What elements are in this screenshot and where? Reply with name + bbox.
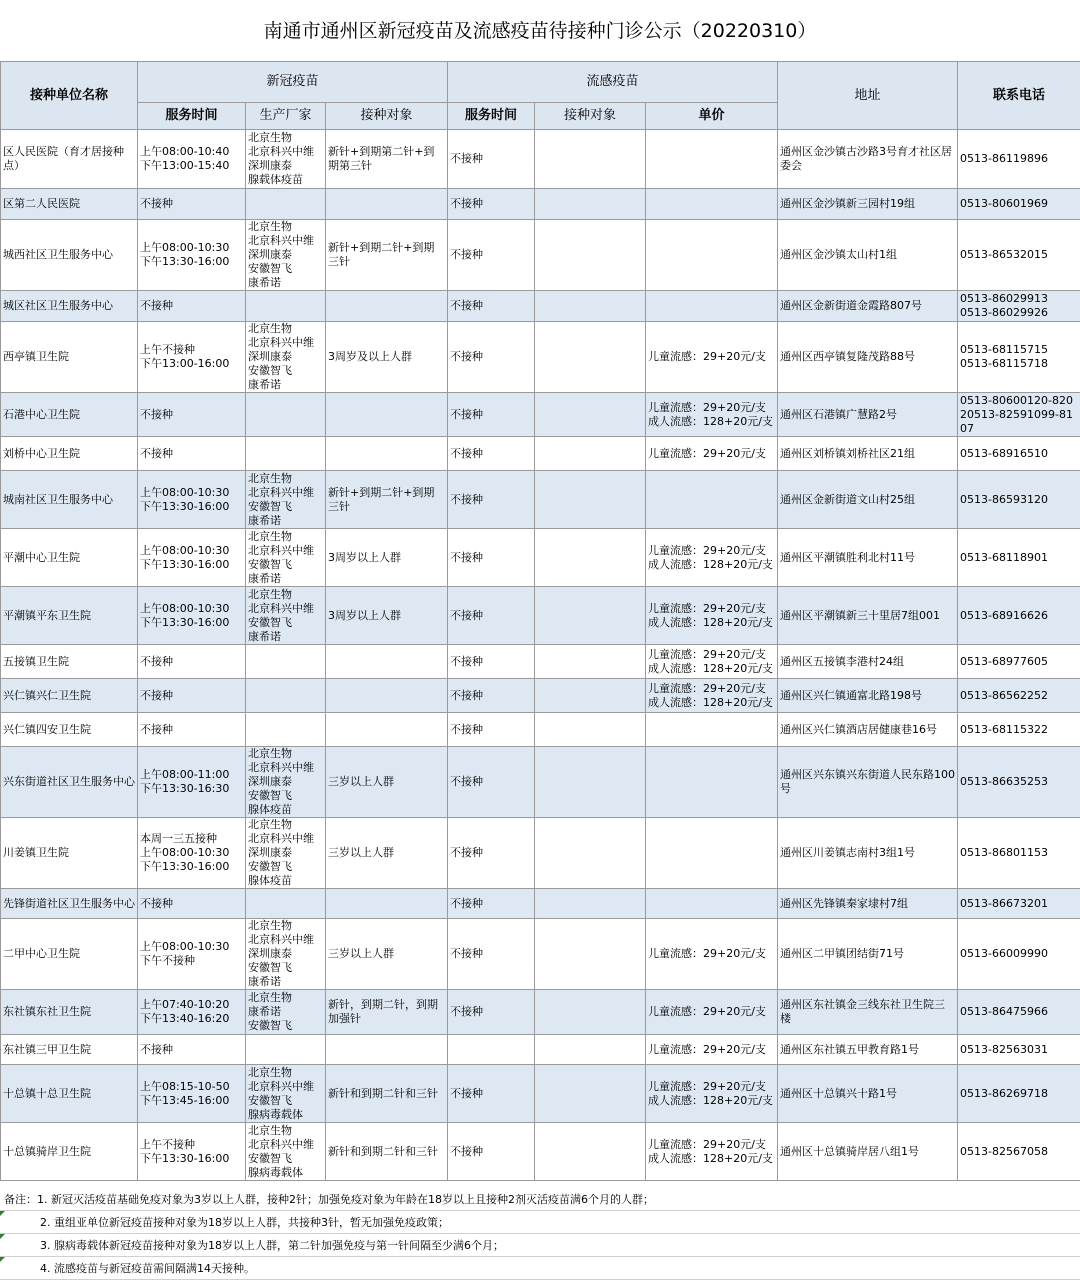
notes-section xyxy=(0,1188,1080,1280)
covid-target-cell: 三岁以上人群 xyxy=(326,747,448,818)
header-flu-time: 服务时间 xyxy=(448,103,535,130)
address-cell: 通州区石港镇广慧路2号 xyxy=(778,393,958,437)
covid-target-cell xyxy=(326,679,448,713)
covid-manufacturer-cell xyxy=(246,291,326,322)
address-cell: 通州区十总镇骑岸居八组1号 xyxy=(778,1123,958,1181)
header-unit: 接种单位名称 xyxy=(1,62,138,130)
covid-manufacturer-cell xyxy=(246,645,326,679)
covid-target-cell xyxy=(326,393,448,437)
address-cell: 通州区十总镇兴十路1号 xyxy=(778,1065,958,1123)
clinic-table xyxy=(0,61,1080,1181)
unit-name-cell: 兴仁镇四安卫生院 xyxy=(1,713,138,747)
covid-service-time-cell: 不接种 xyxy=(138,645,246,679)
covid-service-time-cell: 上午07:40-10:20 下午13:40-16:20 xyxy=(138,990,246,1035)
covid-service-time-cell: 不接种 xyxy=(138,1035,246,1065)
unit-name-cell: 五接镇卫生院 xyxy=(1,645,138,679)
page-title: 南通市通州区新冠疫苗及流感疫苗待接种门诊公示（20220310） xyxy=(263,20,817,42)
flu-price-cell: 儿童流感：29+20元/支 成人流感：128+20元/支 xyxy=(646,587,778,645)
flu-service-time-cell: 不接种 xyxy=(448,889,535,919)
flu-service-time-cell: 不接种 xyxy=(448,645,535,679)
phone-cell: 0513-86593120 xyxy=(958,471,1080,529)
covid-target-cell xyxy=(326,1035,448,1065)
unit-name-cell: 十总镇十总卫生院 xyxy=(1,1065,138,1123)
unit-name-cell: 石港中心卫生院 xyxy=(1,393,138,437)
covid-target-cell: 三岁以上人群 xyxy=(326,919,448,990)
header-phone: 联系电话 xyxy=(958,62,1080,130)
flu-price-cell xyxy=(646,130,778,189)
covid-target-cell: 3周岁以上人群 xyxy=(326,529,448,587)
flu-price-cell: 儿童流感：29+20元/支 xyxy=(646,322,778,393)
unit-name-cell: 兴仁镇兴仁卫生院 xyxy=(1,679,138,713)
flu-target-cell xyxy=(535,437,646,471)
phone-cell: 0513-80600120-82020513-82591099-8107 xyxy=(958,393,1080,437)
phone-cell: 0513-86119896 xyxy=(958,130,1080,189)
table-row xyxy=(1,189,1080,220)
flu-price-cell: 儿童流感：29+20元/支 xyxy=(646,437,778,471)
covid-manufacturer-cell xyxy=(246,437,326,471)
table-row xyxy=(1,1123,1080,1181)
address-cell: 通州区金沙镇太山村1组 xyxy=(778,220,958,291)
unit-name-cell: 东社镇三甲卫生院 xyxy=(1,1035,138,1065)
flu-target-cell xyxy=(535,322,646,393)
covid-target-cell: 新针+到期第二针+到期第三针 xyxy=(326,130,448,189)
table-row xyxy=(1,437,1080,471)
covid-service-time-cell: 上午08:00-10:40 下午13:00-15:40 xyxy=(138,130,246,189)
cell-marker-icon xyxy=(0,1257,5,1262)
table-row xyxy=(1,529,1080,587)
covid-target-cell: 新针，到期二针，到期加强针 xyxy=(326,990,448,1035)
table-row xyxy=(1,889,1080,919)
table-row xyxy=(1,393,1080,437)
covid-target-cell xyxy=(326,437,448,471)
flu-service-time-cell: 不接种 xyxy=(448,679,535,713)
address-cell: 通州区西亭镇复隆茂路88号 xyxy=(778,322,958,393)
header-flu: 流感疫苗 xyxy=(448,62,778,103)
covid-service-time-cell: 上午不接种 下午13:30-16:00 xyxy=(138,1123,246,1181)
flu-price-cell: 儿童流感：29+20元/支 xyxy=(646,1035,778,1065)
note-1 xyxy=(0,1188,1080,1211)
table-row xyxy=(1,679,1080,713)
phone-cell: 0513-66009990 xyxy=(958,919,1080,990)
header-flu-price: 单价 xyxy=(646,103,778,130)
flu-target-cell xyxy=(535,747,646,818)
flu-price-cell xyxy=(646,220,778,291)
flu-target-cell xyxy=(535,189,646,220)
flu-target-cell xyxy=(535,393,646,437)
phone-cell: 0513-86475966 xyxy=(958,990,1080,1035)
note-text: 4. 流感疫苗与新冠疫苗需间隔满14天接种。 xyxy=(40,1262,255,1275)
note-text: 2. 重组亚单位新冠疫苗接种对象为18岁以上人群，共接种3针，暂无加强免疫政策； xyxy=(40,1216,449,1229)
header-flu-target: 接种对象 xyxy=(535,103,646,130)
address-cell: 通州区川姜镇志南村3组1号 xyxy=(778,818,958,889)
flu-service-time-cell xyxy=(448,1035,535,1065)
unit-name-cell: 刘桥中心卫生院 xyxy=(1,437,138,471)
covid-manufacturer-cell xyxy=(246,393,326,437)
phone-cell: 0513-80601969 xyxy=(958,189,1080,220)
address-cell: 通州区平潮镇胜利北村11号 xyxy=(778,529,958,587)
unit-name-cell: 区人民医院（育才居接种点） xyxy=(1,130,138,189)
covid-manufacturer-cell: 北京生物 北京科兴中维 安徽智飞 腺病毒载体 xyxy=(246,1123,326,1181)
covid-service-time-cell: 本周一三五接种 上午08:00-10:30 下午13:30-16:00 xyxy=(138,818,246,889)
flu-target-cell xyxy=(535,919,646,990)
covid-manufacturer-cell: 北京生物 北京科兴中维 安徽智飞 康希诺 xyxy=(246,587,326,645)
covid-service-time-cell: 上午08:00-10:30 下午13:30-16:00 xyxy=(138,587,246,645)
flu-service-time-cell: 不接种 xyxy=(448,713,535,747)
flu-price-cell xyxy=(646,189,778,220)
flu-service-time-cell: 不接种 xyxy=(448,437,535,471)
flu-target-cell xyxy=(535,1123,646,1181)
covid-target-cell: 新针和到期二针和三针 xyxy=(326,1065,448,1123)
covid-service-time-cell: 上午08:00-10:30 下午13:30-16:00 xyxy=(138,220,246,291)
covid-target-cell xyxy=(326,291,448,322)
table-row xyxy=(1,322,1080,393)
flu-target-cell xyxy=(535,713,646,747)
covid-service-time-cell: 不接种 xyxy=(138,393,246,437)
flu-service-time-cell: 不接种 xyxy=(448,189,535,220)
flu-price-cell xyxy=(646,471,778,529)
covid-manufacturer-cell xyxy=(246,189,326,220)
covid-target-cell: 3周岁及以上人群 xyxy=(326,322,448,393)
covid-service-time-cell: 不接种 xyxy=(138,291,246,322)
cell-marker-icon xyxy=(0,1211,5,1216)
phone-cell: 0513-86029913 0513-86029926 xyxy=(958,291,1080,322)
covid-service-time-cell: 上午不接种 下午13:00-16:00 xyxy=(138,322,246,393)
phone-cell: 0513-86532015 xyxy=(958,220,1080,291)
flu-price-cell: 儿童流感：29+20元/支 xyxy=(646,919,778,990)
flu-target-cell xyxy=(535,1065,646,1123)
header-covid-time: 服务时间 xyxy=(138,103,246,130)
phone-cell: 0513-86673201 xyxy=(958,889,1080,919)
header-covid: 新冠疫苗 xyxy=(138,62,448,103)
address-cell: 通州区金沙镇新三园村19组 xyxy=(778,189,958,220)
covid-target-cell xyxy=(326,189,448,220)
address-cell: 通州区兴东镇兴东街道人民东路100号 xyxy=(778,747,958,818)
table-row xyxy=(1,645,1080,679)
unit-name-cell: 川姜镇卫生院 xyxy=(1,818,138,889)
covid-target-cell: 新针和到期二针和三针 xyxy=(326,1123,448,1181)
unit-name-cell: 城南社区卫生服务中心 xyxy=(1,471,138,529)
covid-manufacturer-cell xyxy=(246,679,326,713)
phone-cell: 0513-68977605 xyxy=(958,645,1080,679)
covid-manufacturer-cell xyxy=(246,713,326,747)
phone-cell: 0513-68916510 xyxy=(958,437,1080,471)
table-row xyxy=(1,1065,1080,1123)
flu-service-time-cell: 不接种 xyxy=(448,1065,535,1123)
unit-name-cell: 西亭镇卫生院 xyxy=(1,322,138,393)
covid-manufacturer-cell xyxy=(246,1035,326,1065)
flu-target-cell xyxy=(535,130,646,189)
flu-price-cell xyxy=(646,747,778,818)
header-address: 地址 xyxy=(778,62,958,130)
flu-service-time-cell: 不接种 xyxy=(448,747,535,818)
covid-manufacturer-cell: 北京生物 北京科兴中维 深圳康泰 安徽智飞 腺体疫苗 xyxy=(246,747,326,818)
address-cell: 通州区金新街道金霞路807号 xyxy=(778,291,958,322)
unit-name-cell: 平潮中心卫生院 xyxy=(1,529,138,587)
flu-price-cell: 儿童流感：29+20元/支 成人流感：128+20元/支 xyxy=(646,679,778,713)
covid-target-cell xyxy=(326,889,448,919)
phone-cell: 0513-82563031 xyxy=(958,1035,1080,1065)
covid-service-time-cell: 不接种 xyxy=(138,189,246,220)
flu-target-cell xyxy=(535,587,646,645)
flu-price-cell: 儿童流感：29+20元/支 成人流感：128+20元/支 xyxy=(646,393,778,437)
cell-marker-icon xyxy=(0,1234,5,1239)
table-row xyxy=(1,747,1080,818)
covid-target-cell: 三岁以上人群 xyxy=(326,818,448,889)
covid-manufacturer-cell: 北京生物 北京科兴中维 安徽智飞 康希诺 xyxy=(246,471,326,529)
covid-service-time-cell: 上午08:00-10:30 下午不接种 xyxy=(138,919,246,990)
note-3 xyxy=(0,1234,1080,1257)
covid-target-cell xyxy=(326,713,448,747)
address-cell: 通州区兴仁镇通富北路198号 xyxy=(778,679,958,713)
flu-service-time-cell: 不接种 xyxy=(448,529,535,587)
unit-name-cell: 先锋街道社区卫生服务中心 xyxy=(1,889,138,919)
covid-manufacturer-cell: 北京生物 北京科兴中维 安徽智飞 腺病毒载体 xyxy=(246,1065,326,1123)
clinic-rows xyxy=(1,130,1080,1181)
covid-target-cell xyxy=(326,645,448,679)
unit-name-cell: 兴东街道社区卫生服务中心 xyxy=(1,747,138,818)
covid-service-time-cell: 上午08:00-11:00 下午13:30-16:30 xyxy=(138,747,246,818)
table-row xyxy=(1,291,1080,322)
table-row xyxy=(1,471,1080,529)
table-row xyxy=(1,818,1080,889)
flu-price-cell: 儿童流感：29+20元/支 xyxy=(646,990,778,1035)
flu-target-cell xyxy=(535,990,646,1035)
flu-service-time-cell: 不接种 xyxy=(448,818,535,889)
unit-name-cell: 东社镇东社卫生院 xyxy=(1,990,138,1035)
address-cell: 通州区平潮镇新三十里居7组001 xyxy=(778,587,958,645)
address-cell: 通州区金新街道文山村25组 xyxy=(778,471,958,529)
flu-target-cell xyxy=(535,818,646,889)
covid-service-time-cell: 不接种 xyxy=(138,437,246,471)
flu-service-time-cell: 不接种 xyxy=(448,291,535,322)
note-2 xyxy=(0,1211,1080,1234)
covid-manufacturer-cell: 北京生物 北京科兴中维 深圳康泰 安徽智飞 康希诺 xyxy=(246,220,326,291)
address-cell: 通州区东社镇五甲教育路1号 xyxy=(778,1035,958,1065)
header-covid-target: 接种对象 xyxy=(326,103,448,130)
covid-manufacturer-cell: 北京生物 北京科兴中维 深圳康泰 安徽智飞 康希诺 xyxy=(246,919,326,990)
covid-manufacturer-cell: 北京生物 康希诺 安徽智飞 xyxy=(246,990,326,1035)
address-cell: 通州区二甲镇团结街71号 xyxy=(778,919,958,990)
address-cell: 通州区先锋镇秦家埭村7组 xyxy=(778,889,958,919)
unit-name-cell: 城西社区卫生服务中心 xyxy=(1,220,138,291)
phone-cell: 0513-86269718 xyxy=(958,1065,1080,1123)
flu-price-cell: 儿童流感：29+20元/支 成人流感：128+20元/支 xyxy=(646,529,778,587)
covid-service-time-cell: 上午08:00-10:30 下午13:30-16:00 xyxy=(138,529,246,587)
address-cell: 通州区金沙镇古沙路3号育才社区居委会 xyxy=(778,130,958,189)
table-row xyxy=(1,919,1080,990)
unit-name-cell: 平潮镇平东卫生院 xyxy=(1,587,138,645)
flu-service-time-cell: 不接种 xyxy=(448,990,535,1035)
covid-service-time-cell: 上午08:15-10-50 下午13:45-16:00 xyxy=(138,1065,246,1123)
unit-name-cell: 城区社区卫生服务中心 xyxy=(1,291,138,322)
flu-target-cell xyxy=(535,1035,646,1065)
address-cell: 通州区兴仁镇酒店居健康巷16号 xyxy=(778,713,958,747)
phone-cell: 0513-68118901 xyxy=(958,529,1080,587)
flu-price-cell xyxy=(646,291,778,322)
table-row xyxy=(1,220,1080,291)
flu-service-time-cell: 不接种 xyxy=(448,471,535,529)
covid-manufacturer-cell: 北京生物 北京科兴中维 深圳康泰 腺载体疫苗 xyxy=(246,130,326,189)
flu-service-time-cell: 不接种 xyxy=(448,1123,535,1181)
table-row xyxy=(1,990,1080,1035)
note-text: 备注：1. 新冠灭活疫苗基础免疫对象为3岁以上人群，接种2针；加强免疫对象为年龄在18岁以上且接种2剂灭活疫苗满6个月的人群； xyxy=(4,1193,654,1206)
covid-service-time-cell: 不接种 xyxy=(138,713,246,747)
flu-target-cell xyxy=(535,471,646,529)
table-row xyxy=(1,1035,1080,1065)
phone-cell: 0513-68115322 xyxy=(958,713,1080,747)
covid-service-time-cell: 不接种 xyxy=(138,679,246,713)
flu-price-cell xyxy=(646,818,778,889)
flu-target-cell xyxy=(535,291,646,322)
covid-manufacturer-cell: 北京生物 北京科兴中维 深圳康泰 安徽智飞 腺体疫苗 xyxy=(246,818,326,889)
covid-target-cell: 新针+到期二针+到期三针 xyxy=(326,471,448,529)
address-cell: 通州区东社镇金三线东社卫生院三楼 xyxy=(778,990,958,1035)
covid-target-cell: 3周岁以上人群 xyxy=(326,587,448,645)
flu-service-time-cell: 不接种 xyxy=(448,393,535,437)
covid-service-time-cell: 不接种 xyxy=(138,889,246,919)
flu-price-cell: 儿童流感：29+20元/支 成人流感：128+20元/支 xyxy=(646,1065,778,1123)
header-covid-maker: 生产厂家 xyxy=(246,103,326,130)
flu-target-cell xyxy=(535,889,646,919)
covid-target-cell: 新针+到期二针+到期三针 xyxy=(326,220,448,291)
address-cell: 通州区五接镇李港村24组 xyxy=(778,645,958,679)
covid-manufacturer-cell: 北京生物 北京科兴中维 安徽智飞 康希诺 xyxy=(246,529,326,587)
flu-target-cell xyxy=(535,529,646,587)
unit-name-cell: 区第二人民医院 xyxy=(1,189,138,220)
unit-name-cell: 十总镇骑岸卫生院 xyxy=(1,1123,138,1181)
covid-manufacturer-cell: 北京生物 北京科兴中维 深圳康泰 安徽智飞 康希诺 xyxy=(246,322,326,393)
flu-target-cell xyxy=(535,645,646,679)
unit-name-cell: 二甲中心卫生院 xyxy=(1,919,138,990)
flu-service-time-cell: 不接种 xyxy=(448,587,535,645)
flu-price-cell: 儿童流感：29+20元/支 成人流感：128+20元/支 xyxy=(646,1123,778,1181)
table-row xyxy=(1,587,1080,645)
phone-cell: 0513-82567058 xyxy=(958,1123,1080,1181)
phone-cell: 0513-68115715 0513-68115718 xyxy=(958,322,1080,393)
covid-service-time-cell: 上午08:00-10:30 下午13:30-16:00 xyxy=(138,471,246,529)
flu-target-cell xyxy=(535,679,646,713)
note-4 xyxy=(0,1257,1080,1280)
address-cell: 通州区刘桥镇刘桥社区21组 xyxy=(778,437,958,471)
phone-cell: 0513-86801153 xyxy=(958,818,1080,889)
phone-cell: 0513-68916626 xyxy=(958,587,1080,645)
covid-manufacturer-cell xyxy=(246,889,326,919)
note-text: 3. 腺病毒载体新冠疫苗接种对象为18岁以上人群，第二针加强免疫与第一针间隔至少满6个月； xyxy=(40,1239,504,1252)
flu-service-time-cell: 不接种 xyxy=(448,322,535,393)
table-row xyxy=(1,713,1080,747)
phone-cell: 0513-86562252 xyxy=(958,679,1080,713)
flu-price-cell xyxy=(646,713,778,747)
flu-price-cell: 儿童流感：29+20元/支 成人流感：128+20元/支 xyxy=(646,645,778,679)
flu-target-cell xyxy=(535,220,646,291)
flu-service-time-cell: 不接种 xyxy=(448,220,535,291)
phone-cell: 0513-86635253 xyxy=(958,747,1080,818)
flu-service-time-cell: 不接种 xyxy=(448,130,535,189)
table-row xyxy=(1,130,1080,189)
flu-service-time-cell: 不接种 xyxy=(448,919,535,990)
flu-price-cell xyxy=(646,889,778,919)
